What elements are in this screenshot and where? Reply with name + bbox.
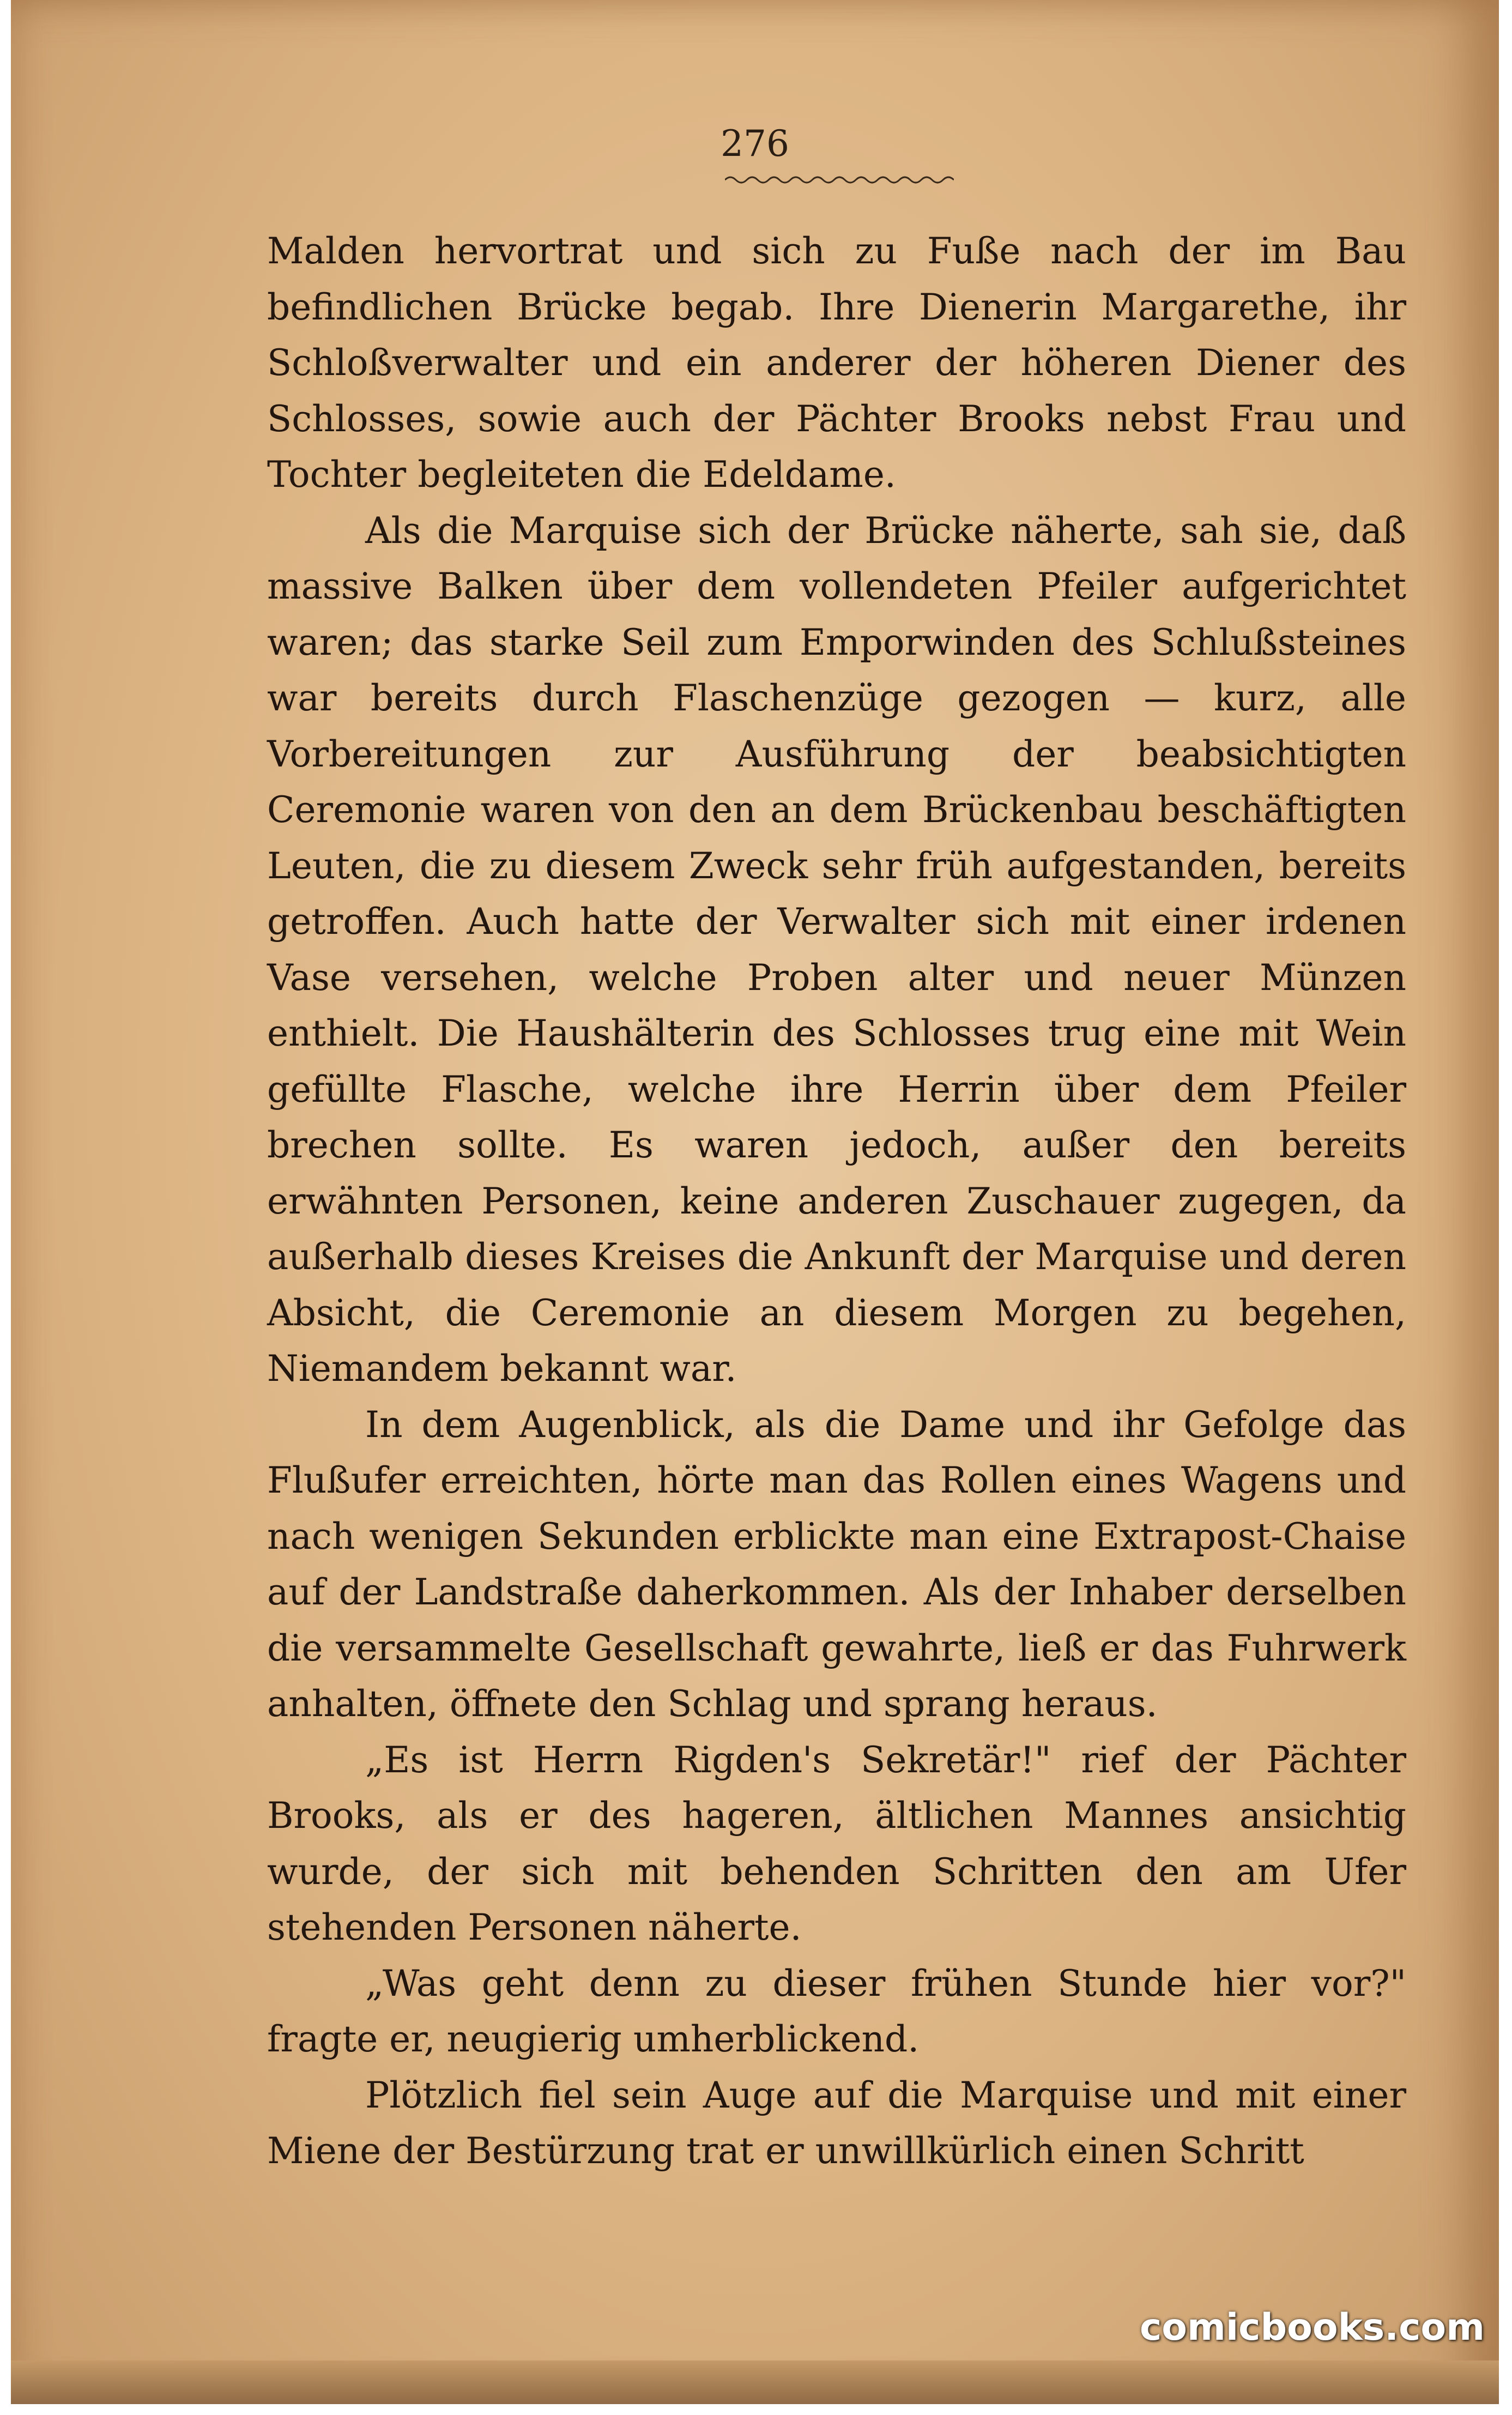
page-number: 276 (721, 123, 789, 165)
paragraph: „Was geht denn zu dieser frühen Stunde hier vor?" fragte er, neugierig umherblickend. (267, 1962, 1406, 2060)
paragraph: Plötzlich fiel sein Auge auf die Marquise und mit einer Miene der Bestürzung trat er unwillkürlich einen Schritt (267, 2074, 1406, 2172)
paragraph: In dem Augenblick, als die Dame und ihr Gefolge das Flußufer erreichten, hörte man das Rollen eines Wagens und nach wenigen Sekunden erblickte man eine Extrapost-Chaise auf der Landstraße daherkommen. Als der Inhaber derselben die versammelte Gesellschaft gewahrte, ließ er das Fuhrwerk anhalten, öffnete den Schlag und sprang heraus. (267, 1403, 1406, 1725)
book-page (11, 0, 1499, 2404)
watermark: comicbooks.com (1139, 2306, 1485, 2349)
ornamental-rule (725, 173, 954, 186)
page-bottom-edge (11, 2360, 1499, 2404)
paragraph: Als die Marquise sich der Brücke näherte, sah sie, daß massive Balken über dem vollendeten Pfeiler aufgerichtet waren; das starke Seil zum Emporwinden des Schlußsteines war bereits durch Flaschenzüge gezogen — kurz, alle Vorbereitungen zur Ausführung der beabsichtigten Ceremonie waren von den an dem Brückenbau beschäftigten Leuten, die zu diesem Zweck sehr früh aufgestanden, bereits getroffen. Auch hatte der Verwalter sich mit einer irdenen Vase versehen, welche Proben alter und neuer Münzen enthielt. Die Haushälterin des Schlosses trug eine mit Wein gefüllte Flasche, welche ihre Herrin über dem Pfeiler brechen sollte. Es waren jedoch, außer den bereits erwähnten Personen, keine anderen Zuschauer zugegen, da außerhalb dieses Kreises die Ankunft der Marquise und deren Absicht, die Ceremonie an diesem Morgen zu begehen, Niemandem bekannt war. (267, 509, 1406, 1390)
body-text (267, 224, 1406, 2179)
paragraph: Malden hervortrat und sich zu Fuße nach der im Bau befindlichen Brücke begab. Ihre Dienerin Margarethe, ihr Schloßverwalter und ein anderer der höheren Diener des Schlosses, sowie auch der Pächter Brooks nebst Frau und Tochter begleiteten die Edeldame. (267, 230, 1406, 496)
paragraph: „Es ist Herrn Rigden's Sekretär!" rief der Pächter Brooks, als er des hageren, ältlichen Mannes ansichtig wurde, der sich mit behenden Schritten den am Ufer stehenden Personen näherte. (267, 1738, 1406, 1948)
